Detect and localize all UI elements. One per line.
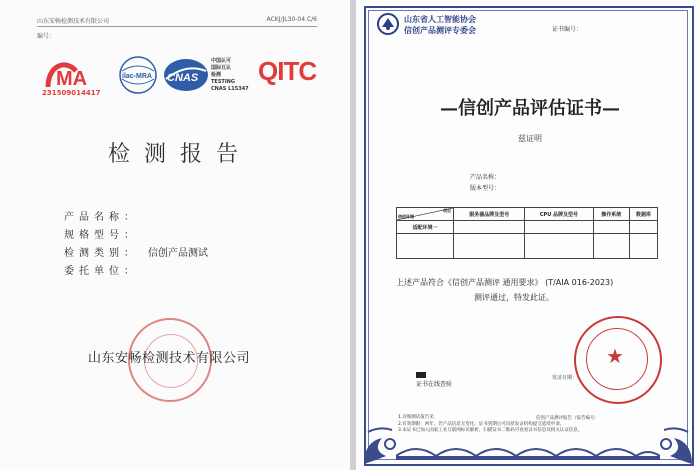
qr-code-icon[interactable]	[416, 372, 426, 378]
cnas-logo-icon	[162, 55, 210, 95]
report-company-footer: 山东安畅检测技术有限公司	[88, 351, 251, 366]
compliance-statement: 上述产品符合《信创产品测评 通用要求》 (T/AIA 016-2023)	[396, 278, 614, 287]
svg-text:CNAS: CNAS	[167, 72, 199, 84]
report-reference: 信创产品测评报告（报告编号：	[536, 416, 599, 421]
certificate-title: —信创产品评估证书—	[440, 98, 620, 119]
table-header-cell: CPU 品牌及型号	[525, 208, 593, 221]
svg-text:ilac-MRA: ilac-MRA	[122, 73, 152, 80]
table-row-label: 适配环境一	[397, 221, 454, 234]
certificate-official-seal	[574, 316, 662, 404]
qitc-logo: QITC	[258, 56, 317, 86]
table-cell	[525, 221, 593, 234]
field-test-category: 检测类别： 信创产品测试	[64, 248, 208, 259]
committee-name: 信创产品测评专委会	[404, 26, 476, 35]
field-product-name: 产品名称：	[64, 212, 139, 223]
seal-star-icon: ★	[606, 344, 624, 368]
report-fields	[64, 208, 208, 280]
field-client: 委托单位：	[64, 266, 139, 277]
association-logo-icon	[376, 12, 400, 36]
table-header-cell: 服务器品牌及型号	[454, 208, 525, 221]
compliance-statement-end: 测评通过，特发此证。	[474, 293, 554, 302]
online-verification-label: 证书在线查验	[416, 381, 453, 388]
report-company-header: 山东安畅检测技术有限公司	[37, 18, 110, 25]
report-number-label: 编号：	[37, 33, 56, 40]
bottom-band-ornament-icon	[396, 438, 660, 460]
cnas-accreditation-text: 中国认可 国际互认 检测 TESTING CNAS L15347	[211, 58, 249, 92]
table-cell	[454, 221, 525, 234]
ilac-mra-logo-icon	[118, 55, 158, 97]
certificate-notes: 1.详细测试报告见： 2.有效期限：两年。若产品信息无变化，证书到期后可向原发证机构提交延续申请。 3.本证书已加入国家工业互联网标识解析，扫描证书二维码可查看证书信息及相关认证信息。	[398, 415, 583, 433]
report-title: 检测报告	[108, 142, 253, 167]
certificate-page	[356, 0, 700, 470]
table-row	[397, 234, 658, 259]
report-doc-code: ACKJ/JL30-04 C/6	[266, 16, 317, 23]
table-cell	[630, 221, 658, 234]
svg-text:MA: MA	[56, 68, 88, 90]
product-name-label: 产品名称：	[470, 174, 501, 181]
certificate-number-label: 证书编号：	[552, 26, 583, 33]
table-header-row	[397, 208, 658, 221]
cma-number: 231509014417	[42, 89, 101, 97]
table-header-cell: 操作系统	[593, 208, 630, 221]
table-row	[397, 221, 658, 234]
version-model-label: 版本型号：	[470, 185, 501, 192]
table-cell	[593, 221, 630, 234]
table-header-cell: 数据库	[630, 208, 658, 221]
association-name: 山东省人工智能协会	[404, 15, 476, 24]
table-corner-cell: 项目 信创环境	[397, 208, 454, 221]
report-header	[37, 14, 317, 27]
environment-table	[396, 207, 658, 259]
certificate-subtitle: 兹证明	[518, 134, 542, 143]
issue-date-label: 发证日期：	[552, 375, 578, 381]
field-model: 规格型号：	[64, 230, 139, 241]
